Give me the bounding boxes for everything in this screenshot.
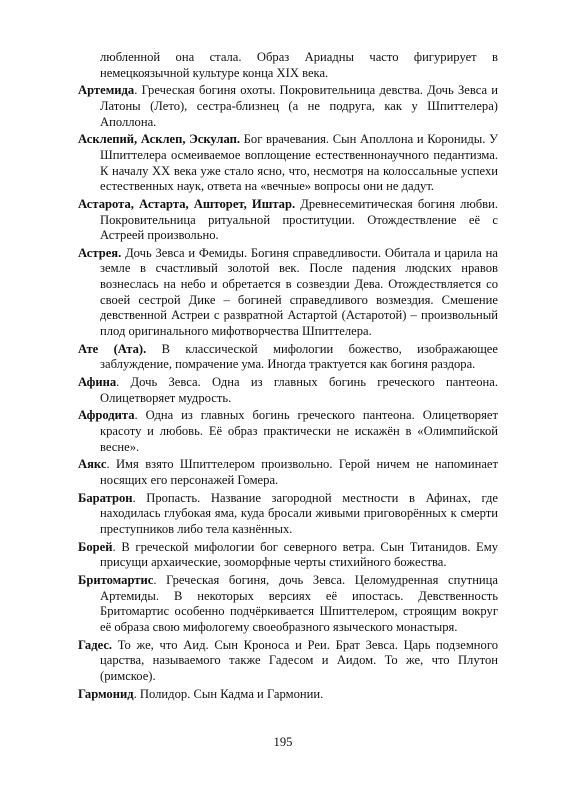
entry-asklepiy bbox=[78, 132, 498, 194]
entry-gades bbox=[78, 638, 498, 685]
entry-term: Астрея. bbox=[78, 245, 122, 260]
entry-term: Афина bbox=[78, 375, 117, 389]
entry-term: Артемида bbox=[78, 83, 135, 98]
entry-term: Бритомартис bbox=[78, 573, 154, 588]
entry-afrodita bbox=[78, 408, 498, 455]
entry-term: Афродита bbox=[78, 408, 135, 423]
entry-text: . Греческая богиня, дочь Зевса. Целомудренная спутница Артемиды. В некоторых версиях её ипостась. Девственность Бритомартис особенно подчёркивается Шпиттелером, строящим вокруг её образа свою мифологему своеобразного языческого монастыря. bbox=[100, 573, 498, 634]
entry-artemida bbox=[78, 83, 498, 130]
entry-text: . Дочь Зевса. Одна из главных богинь греческого пантеона. Олицетворяет мудрость. bbox=[100, 375, 498, 405]
entry-term: Асклепий, Асклеп, Эскулап. bbox=[78, 132, 241, 147]
entry-text: В классической мифологии божество, изображающее заблуждение, помрачение ума. Иногда трактуется как богиня раздора. bbox=[100, 341, 498, 372]
continuation-paragraph: любленной она стала. Образ Ариадны часто фигурирует в немецкоязычной культуре конца XIX века. bbox=[100, 50, 498, 80]
entry-text: . Греческая богиня охоты. Покровительница девства. Дочь Зевса и Латоны (Лето), сестра-близнец (а не подруга, как у Шпиттелера) Аполлона. bbox=[100, 83, 498, 129]
entry-britomartis bbox=[78, 573, 498, 635]
entry-text: Древнесемитическая богиня любви. Покровительница ритуальной проституции. Отождествление её с Астреей произвольно. bbox=[100, 196, 499, 243]
entry-text: . Полидор. Сын Кадма и Гармонии. bbox=[133, 686, 324, 701]
page-text bbox=[78, 50, 498, 704]
entry-term: Ате (Ата). bbox=[78, 341, 147, 356]
entry-term: Борей bbox=[78, 539, 113, 554]
entry-text: То же, что Аид. Сын Кроноса и Реи. Брат Зевса. Царь подземного царства, называемого также Гадесом и Аидом. То же, что Плутон (римское). bbox=[100, 637, 498, 683]
entry-term: Астарота, Астарта, Ашторет, Иштар. bbox=[78, 196, 296, 211]
entry-ayaks bbox=[78, 457, 498, 488]
entry-text: . В греческой мифологии бог северного ветра. Сын Титанидов. Ему присущи архаические, зооморфные черты стихийного божества. bbox=[100, 539, 498, 570]
entry-afina bbox=[78, 375, 498, 406]
entry-term: Аякс bbox=[78, 457, 107, 472]
entry-astarota bbox=[78, 197, 498, 244]
entry-garmonid bbox=[78, 687, 498, 703]
page-number: 195 bbox=[273, 735, 293, 749]
entry-term: Баратрон bbox=[78, 490, 133, 505]
entry-baratron bbox=[78, 491, 498, 538]
entry-text: . Пропасть. Название загородной местности в Афинах, где находилась глубокая яма, куда бросали живыми приговорённых к смерти преступников либо тела казнённых. bbox=[100, 490, 498, 536]
entry-text: . Имя взято Шпиттелером произвольно. Герой ничем не напоминает носящих его персонажей Гомера. bbox=[100, 457, 498, 487]
entry-text: Дочь Зевса и Фемиды. Богиня справедливости. Обитала и царила на земле в счастливый золотой век. После падения людских нравов вознеслась на небо и обретается в созвездии Дева. Отождествляется со своей сестрой Дике – богиней справедливого возмездия. Смешение девственной Астреи с развратной Астартой (Астаротой) – произвольный плод оригинального мифотворчества Шпиттелера. bbox=[100, 245, 498, 338]
entry-ate bbox=[78, 342, 498, 373]
entry-term: Гармонид bbox=[78, 686, 134, 701]
entry-borey bbox=[78, 540, 498, 571]
entry-text: . Одна из главных богинь греческого пантеона. Олицетворяет красоту и любовь. Её образ практически не искажён в «Олимпийской весне». bbox=[100, 408, 498, 454]
entry-text: Бог врачевания. Сын Аполлона и Корониды. У Шпиттелера осмеиваемое воплощение естественнонаучного педантизма. К началу XX века уже стало ясно, что, несмотря на колоссальные успехи естественных наук, ответа на «вечные» вопросы они не дадут. bbox=[100, 132, 498, 194]
entry-astreya bbox=[78, 246, 498, 340]
entry-term: Гадес. bbox=[78, 637, 113, 652]
